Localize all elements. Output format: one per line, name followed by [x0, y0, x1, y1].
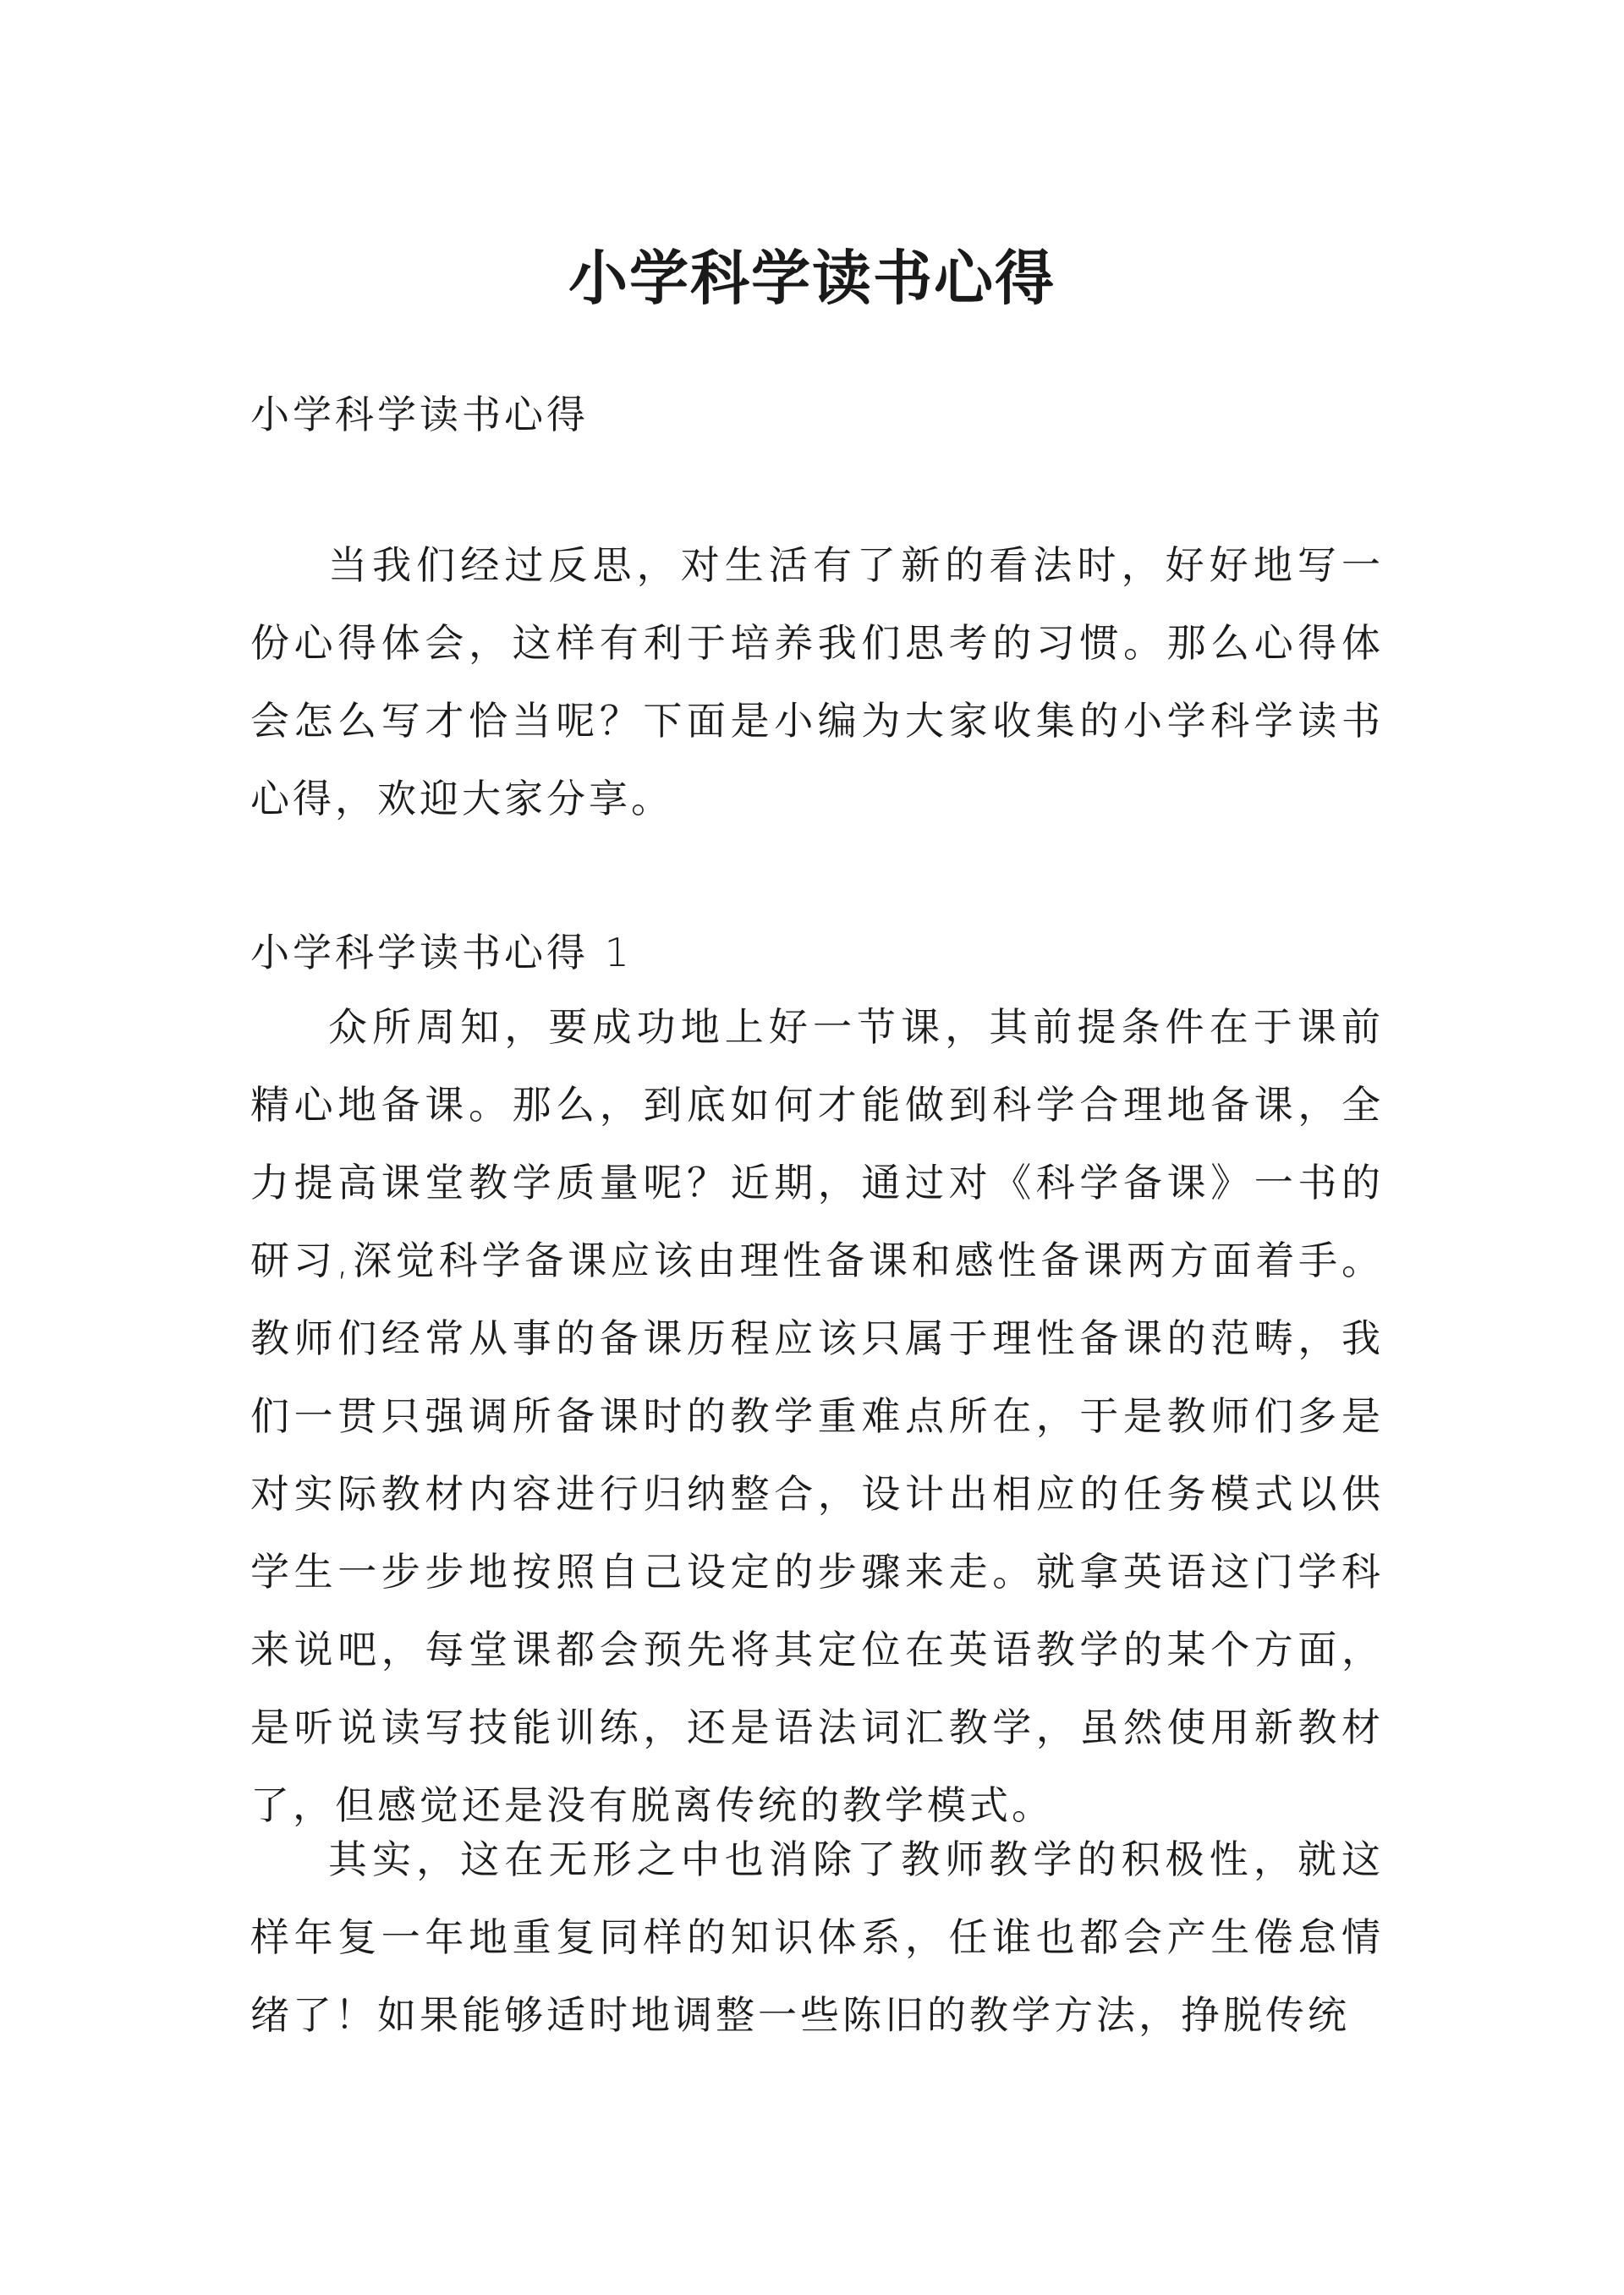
intro-paragraph: 当我们经过反思，对生活有了新的看法时，好好地写一份心得体会，这样有利于培养我们思考的习惯。那么心得体会怎么写才恰当呢？下面是小编为大家收集的小学科学读书心得，欢迎大家分享。: [250, 542, 1384, 821]
document-subtitle: 小学科学读书心得: [250, 392, 589, 437]
body-paragraph-1: 众所周知，要成功地上好一节课，其前提条件在于课前精心地备课。那么，到底如何才能做到科学合理地备课，全力提高课堂教学质量呢？近期，通过对《科学备课》一书的研习,深觉科学备课应该由理性备课和感性备课两方面着手。教师们经常从事的备课历程应该只属于理性备课的范畴，我们一贯只强调所备课时的教学重难点所在，于是教师们多是对实际教材内容进行归纳整合，设计出相应的任务模式以供学生一步步地按照自己设定的步骤来走。就拿英语这门学科来说吧，每堂课都会预先将其定位在英语教学的某个方面，是听说读写技能训练，还是语法词汇教学，虽然使用新教材了，但感觉还是没有脱离传统的教学模式。: [250, 1004, 1384, 1828]
document-title: 小学科学读书心得: [568, 242, 1056, 313]
body-paragraph-2: 其实，这在无形之中也消除了教师教学的积极性，就这样年复一年地重复同样的知识体系，任谁也都会产生倦怠情绪了！如果能够适时地调整一些陈旧的教学方法，挣脱传统: [250, 1837, 1384, 2038]
section-heading: 小学科学读书心得 1: [250, 930, 633, 975]
